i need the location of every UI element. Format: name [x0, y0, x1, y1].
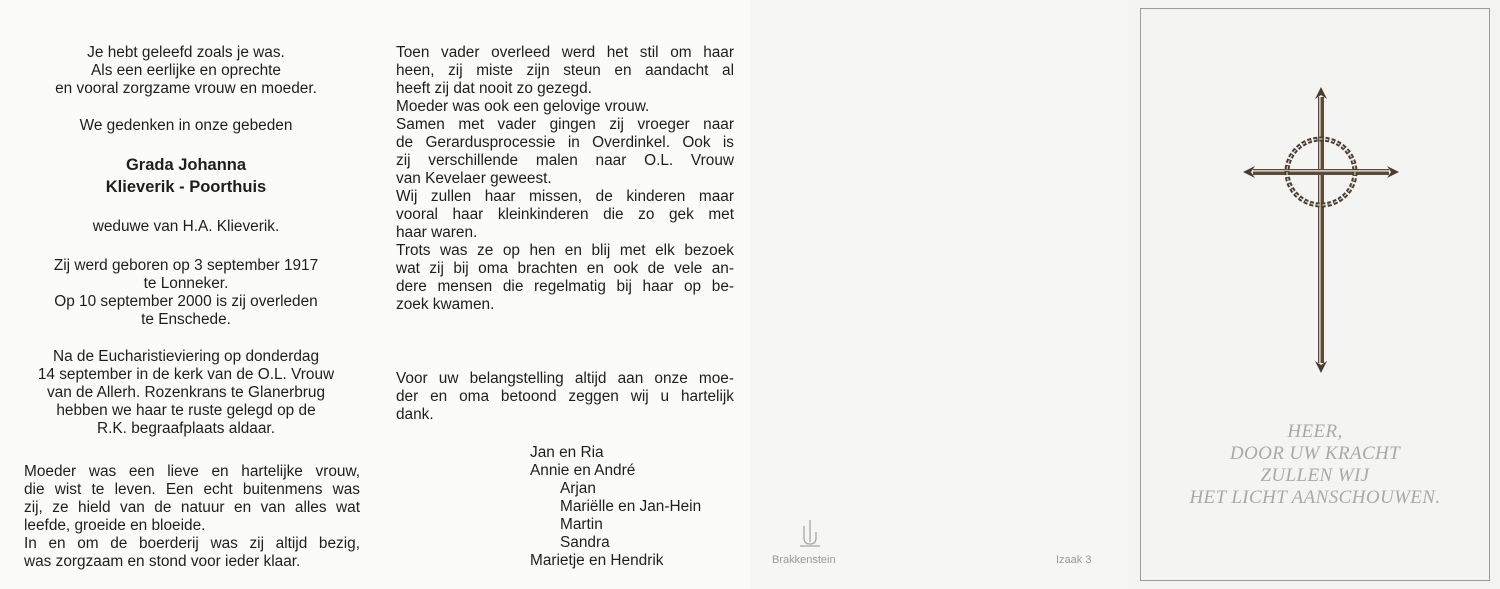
- thanks-line: Voor uw belangstelling altijd aan onze moe-: [396, 370, 734, 387]
- bio-line: was zorgzaam en stond voor ieder klaar.: [24, 553, 301, 570]
- text-line: Trots was ze op hen en blij met elk bezoek: [396, 242, 734, 259]
- text-line: dere mensen die regelmatig bij haar op be-: [396, 278, 734, 295]
- bio-line: Moeder was een lieve en hartelijke vrouw,: [24, 463, 360, 480]
- verse-line: HEER,: [1287, 421, 1343, 442]
- thanks-line: dank.: [396, 406, 434, 423]
- card-frame: [1140, 8, 1490, 581]
- verse-line: DOOR UW KRACHT: [1229, 443, 1401, 464]
- thanks-line: der en oma betoond zeggen wij u hartelijk: [396, 388, 734, 405]
- publisher-name: Brakkenstein: [772, 554, 836, 566]
- left-panel: [0, 0, 372, 589]
- publisher-logo-icon: [796, 518, 824, 550]
- family-member: Martin: [560, 516, 603, 533]
- text-line: Samen met vader gingen zij vroeger naar: [396, 116, 734, 133]
- text-line: Moeder was ook een gelovige vrouw.: [396, 98, 650, 115]
- deceased-name: Grada Johanna: [125, 156, 247, 174]
- cross-with-wreath-icon: [1241, 85, 1401, 375]
- text-line: zoek kwamen.: [396, 296, 495, 313]
- card-code: Izaak 3: [1056, 554, 1092, 566]
- family-member: Jan en Ria: [530, 444, 604, 461]
- poem-line: en vooral zorgzame vrouw en moeder.: [55, 80, 317, 97]
- text-line: heen, zij miste zijn steun en aandacht al: [396, 62, 734, 79]
- text-line: Wij zullen haar missen, de kinderen maar: [396, 188, 734, 205]
- funeral-line: 14 september in de kerk van de O.L. Vrouw: [37, 366, 335, 383]
- bio-line: zij, ze hield van de natuur en van alles wat: [24, 499, 360, 516]
- text-line: zij verschillende malen naar O.L. Vrouw: [396, 152, 734, 169]
- remembrance-line: We gedenken in onze gebeden: [79, 117, 293, 134]
- bio-line: In en om de boerderij was zij altijd bezig,: [24, 535, 360, 552]
- funeral-line: hebben we haar te ruste gelegd op de: [56, 402, 316, 419]
- family-member: Marietje en Hendrik: [530, 552, 664, 569]
- poem-line: Als een eerlijke en oprechte: [91, 62, 281, 79]
- text-line: heeft zij dat nooit zo gezegd.: [396, 80, 592, 97]
- bio-line: leefde, groeide en bloeide.: [24, 517, 206, 534]
- text-line: vooral haar kleinkinderen die zo gek met: [396, 206, 734, 223]
- death-place: te Enschede.: [141, 311, 231, 328]
- birth-place: te Lonneker.: [143, 275, 229, 292]
- death-line: Op 10 september 2000 is zij overleden: [54, 293, 318, 310]
- funeral-line: R.K. begraafplaats aldaar.: [97, 420, 275, 437]
- funeral-line: van de Allerh. Rozenkrans te Glanerbrug: [46, 384, 326, 401]
- text-line: Toen vader overleed werd het stil om haar: [396, 44, 734, 61]
- widow-line: weduwe van H.A. Klieverik.: [92, 218, 280, 235]
- front-panel: [1128, 0, 1500, 589]
- middle-panel: [372, 0, 750, 589]
- poem-line: Je hebt geleefd zoals je was.: [87, 44, 285, 61]
- funeral-line: Na de Eucharistieviering op donderdag: [52, 348, 320, 365]
- deceased-surname: Klieverik - Poorthuis: [105, 178, 267, 196]
- text-line: de Gerardusprocessie in Overdinkel. Ook is: [396, 134, 734, 151]
- text-line: van Kevelaer geweest.: [396, 170, 552, 187]
- verse-line: HET LICHT AANSCHOUWEN.: [1189, 487, 1441, 508]
- back-panel: [750, 0, 1128, 589]
- verse-line: ZULLEN WIJ: [1260, 465, 1370, 486]
- family-member: Sandra: [560, 534, 610, 551]
- text-line: haar waren.: [396, 224, 478, 241]
- text-line: wat zij bij oma brachten en ook de vele an-: [396, 260, 734, 277]
- family-member: Annie en André: [530, 462, 636, 479]
- family-member: Mariëlle en Jan-Hein: [560, 498, 702, 515]
- birth-line: Zij werd geboren op 3 september 1917: [53, 257, 319, 274]
- bio-line: die wist te leven. Een echt buitenmens was: [24, 481, 360, 498]
- family-member: Arjan: [560, 480, 596, 497]
